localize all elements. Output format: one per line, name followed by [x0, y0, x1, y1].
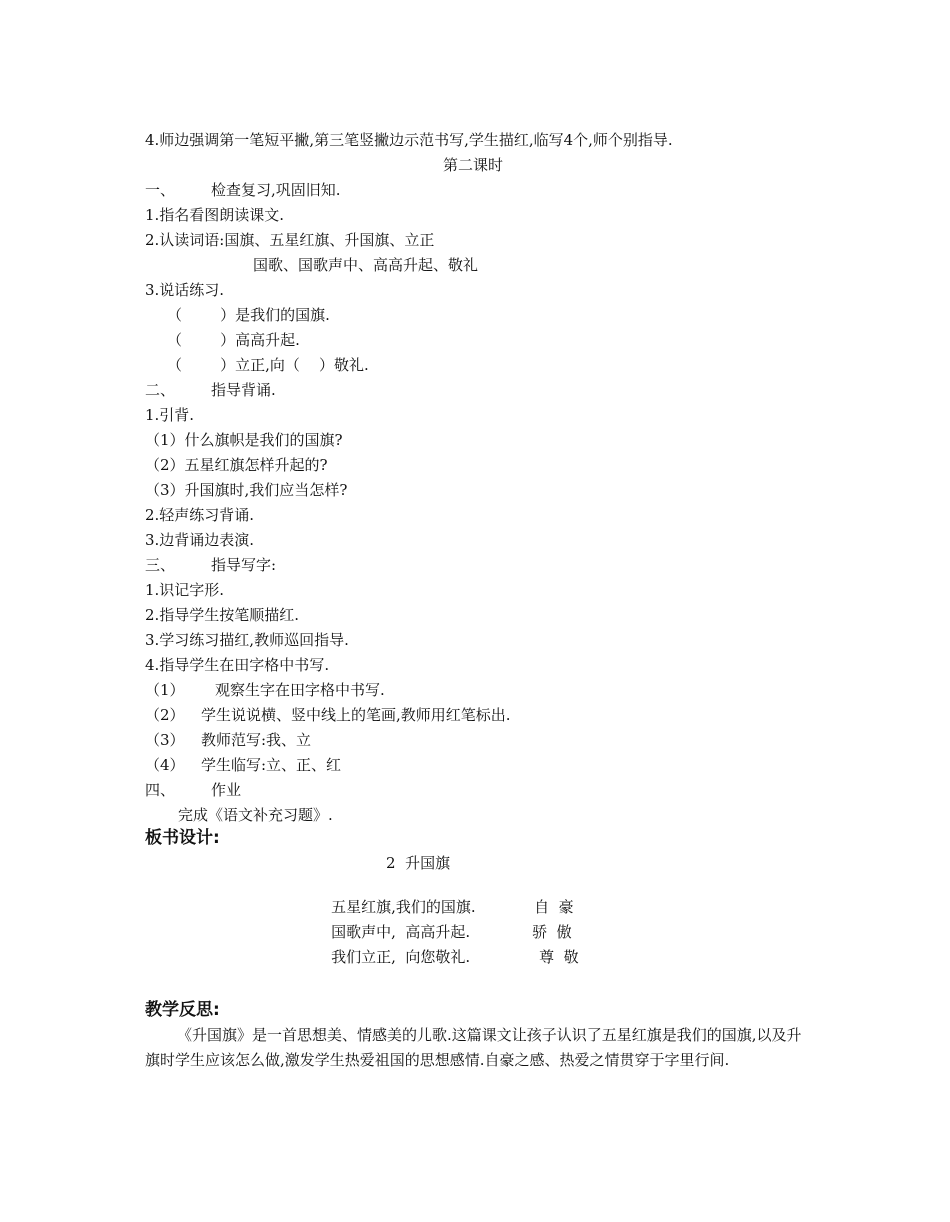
- board-row-1-keyword: 自 豪: [534, 898, 574, 916]
- s1-item-2: 2.认读词语:国旗、五星红旗、升国旗、立正: [145, 231, 435, 249]
- s3-sub-4-text: 学生临写:立、正、红: [201, 756, 342, 774]
- section-3-title: 指导写字:: [211, 556, 277, 574]
- fill-blank-2: （ ）高高升起.: [167, 331, 300, 349]
- s1-item-3: 3.说话练习.: [145, 281, 225, 299]
- s3-item-2: 2.指导学生按笔顺描红.: [145, 606, 300, 624]
- fill-blank-1: （ ）是我们的国旗.: [167, 306, 330, 324]
- section-3-number: 三、: [145, 556, 176, 574]
- s3-item-3: 3.学习练习描红,教师巡回指导.: [145, 631, 349, 649]
- s3-sub-2-text: 学生说说横、竖中线上的笔画,教师用红笔标出.: [201, 706, 511, 724]
- section-4-number: 四、: [145, 781, 176, 799]
- board-row-3-text: 我们立正, 向您敬礼.: [331, 948, 471, 966]
- section-1-number: 一、: [145, 181, 176, 199]
- s1-item-1: 1.指名看图朗读课文.: [145, 206, 285, 224]
- board-row-2-keyword: 骄 傲: [532, 923, 572, 941]
- s3-item-4: 4.指导学生在田字格中书写.: [145, 656, 330, 674]
- section-4-title: 作业: [211, 781, 242, 799]
- s3-sub-3-text: 教师范写:我、立: [201, 731, 312, 749]
- s3-sub-2-number: （2）: [145, 706, 185, 724]
- s2-question-1: （1）什么旗帜是我们的国旗?: [145, 431, 343, 449]
- s2-question-3: （3）升国旗时,我们应当怎样?: [145, 481, 348, 499]
- top-line: 4.师边强调第一笔短平撇,第三笔竖撇边示范书写,学生描红,临写4个,师个别指导.: [145, 131, 673, 149]
- board-row-3-keyword: 尊 敬: [539, 948, 579, 966]
- fill-blank-3: （ ）立正,向（ ）敬礼.: [167, 356, 369, 374]
- s3-sub-1-number: （1）: [145, 681, 185, 699]
- s1-item-2-continued: 国歌、国歌声中、高高升起、敬礼: [253, 256, 479, 274]
- section-2-title: 指导背诵.: [211, 381, 276, 399]
- board-row-3: [312, 927, 579, 987]
- s3-sub-3-number: （3）: [145, 731, 185, 749]
- homework-item: 完成《语文补充习题》.: [178, 806, 333, 824]
- s2-item-3: 3.边背诵边表演.: [145, 531, 255, 549]
- lesson-title: 第二课时: [443, 156, 504, 174]
- s3-item-1: 1.识记字形.: [145, 581, 225, 599]
- board-row-1-text: 五星红旗,我们的国旗.: [331, 898, 476, 916]
- s2-question-2: （2）五星红旗怎样升起的?: [145, 456, 328, 474]
- reflection-text: 《升国旗》是一首思想美、情感美的儿歌.这篇课文让孩子认识了五星红旗是我们的国旗,以及升旗时学生应该怎么做,激发学生热爱祖国的思想感情.自豪之感、热爱之情贯穿于字里行间.: [145, 1026, 802, 1069]
- s2-item-2: 2.轻声练习背诵.: [145, 506, 255, 524]
- section-1-title: 检查复习,巩固旧知.: [211, 181, 341, 199]
- board-design-heading: 板书设计:: [145, 828, 220, 848]
- board-title: 2 升国旗: [386, 854, 451, 872]
- s3-sub-1-text: 观察生字在田字格中书写.: [215, 681, 385, 699]
- board-row-2-text: 国歌声中, 高高升起.: [331, 923, 471, 941]
- s2-item-1: 1.引背.: [145, 406, 195, 424]
- s3-sub-4-number: （4）: [145, 756, 185, 774]
- section-2-number: 二、: [145, 381, 176, 399]
- reflection-heading: 教学反思:: [145, 1000, 220, 1020]
